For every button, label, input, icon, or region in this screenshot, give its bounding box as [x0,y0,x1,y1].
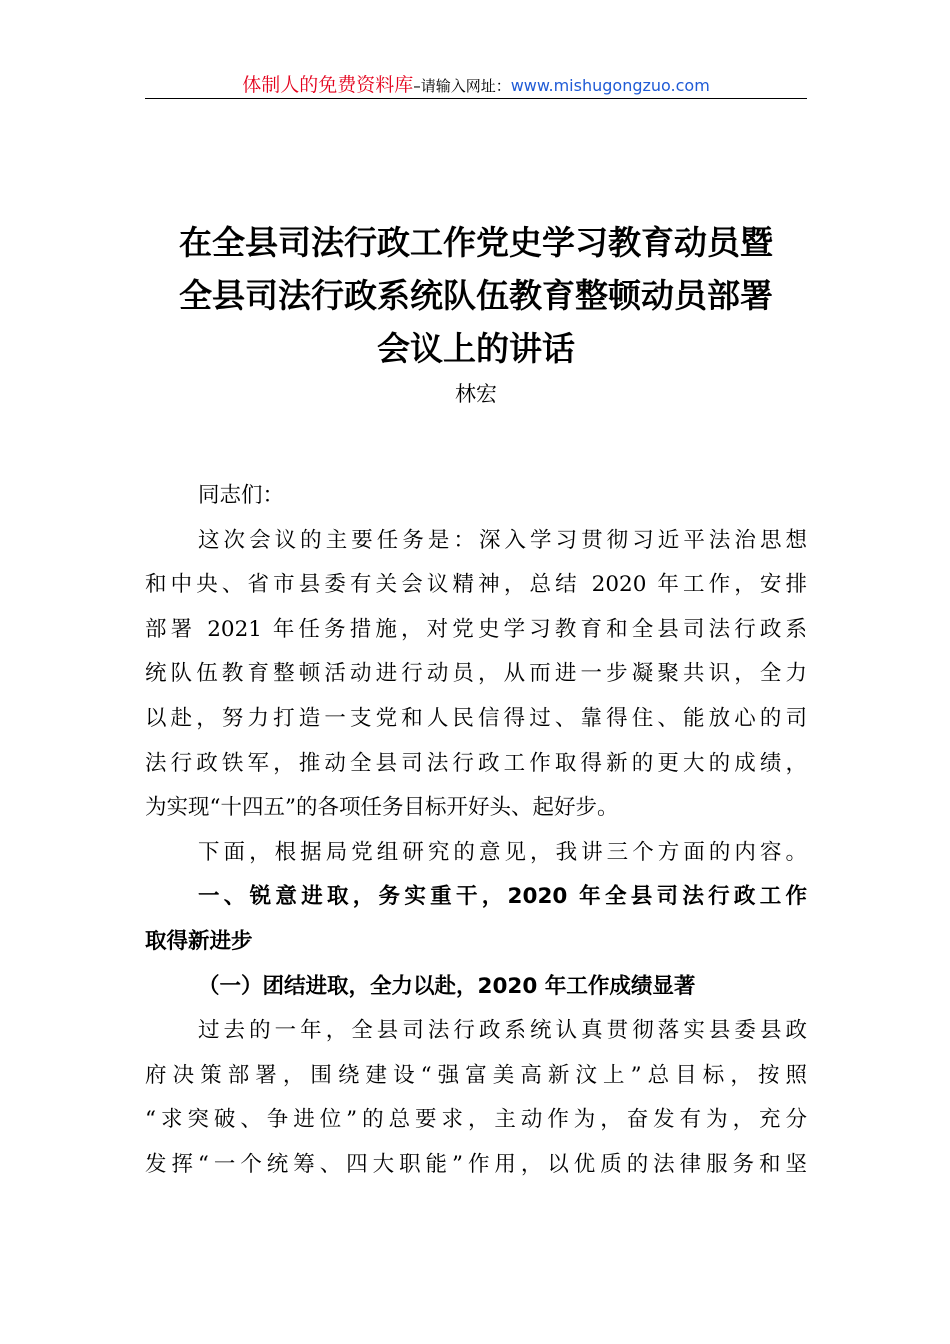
paragraph-line: 为实现“十四五”的各项任务目标开好头、起好步。 [145,795,619,821]
paragraph-line: “求突破、争进位”的总要求，主动作为，奋发有为，充分 [145,1107,807,1133]
header-url-link[interactable]: www.mishugongzuo.com [510,76,710,95]
section-heading-line: 取得新进步 [145,928,253,954]
page-header [145,70,807,97]
title-line: 会议上的讲话 [377,329,575,368]
paragraph-line: 这次会议的主要任务是：深入学习贯彻习近平法治思想 [198,527,807,553]
document-title [145,216,807,375]
paragraph-line: 统队伍教育整顿活动进行动员，从而进一步凝聚共识，全力 [145,661,807,687]
title-line: 全县司法行政系统队伍教育整顿动员部署 [179,276,773,315]
paragraph-line: 部署 2021 年任务措施，对党史学习教育和全县司法行政系 [145,616,807,642]
paragraph-line: 发挥“一个统筹、四大职能”作用，以优质的法律服务和坚 [145,1151,807,1177]
header-divider [145,98,807,99]
paragraph-line: 法行政铁军，推动全县司法行政工作取得新的更大的成绩， [145,750,807,776]
section-heading-line: 一、锐意进取，务实重干，2020 年全县司法行政工作 [198,884,807,910]
paragraph-line: 下面，根据局党组研究的意见，我讲三个方面的内容。 [198,839,807,865]
paragraph-line: 和中央、省市县委有关会议精神，总结 2020 年工作，安排 [145,572,807,598]
paragraph-line: 同志们： [198,483,285,508]
document-body [145,474,807,1188]
header-brand: 体制人的免费资料库 [242,74,414,96]
section-heading-line: （一）团结进取，全力以赴，2020 年工作成绩显著 [198,973,696,999]
author-name: 林宏 [455,382,497,406]
paragraph-line: 以赴，努力打造一支党和人民信得过、靠得住、能放心的司 [145,705,807,731]
header-url-prompt: –请输入网址： [413,77,511,95]
title-line: 在全县司法行政工作党史学习教育动员暨 [179,223,773,262]
paragraph-line: 府决策部署，围绕建设“强富美高新汶上”总目标，按照 [145,1062,807,1088]
paragraph-line: 过去的一年，全县司法行政系统认真贯彻落实县委县政 [198,1018,807,1044]
